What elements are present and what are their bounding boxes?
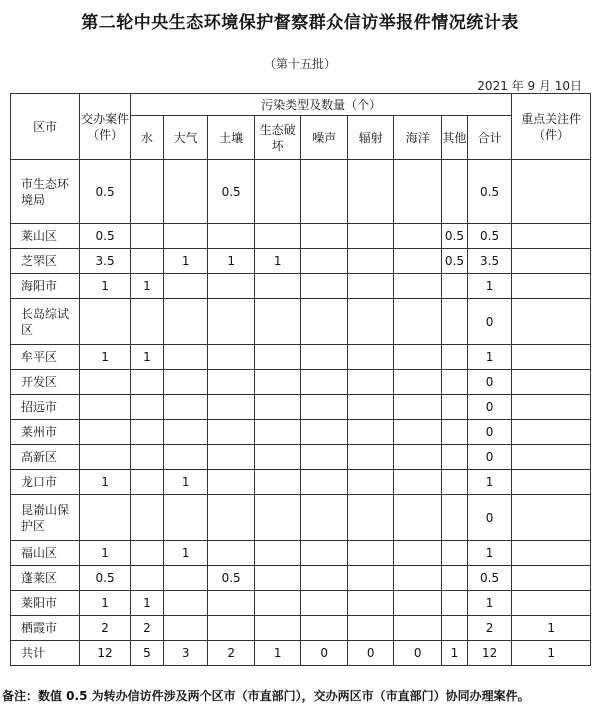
district-name: 龙口市 [11, 470, 80, 495]
district-name: 招远市 [11, 395, 80, 420]
table-cell: 1 [467, 345, 512, 370]
table-cell: 1 [467, 591, 512, 616]
table-cell [301, 345, 348, 370]
table-cell [254, 495, 301, 541]
table-cell [442, 395, 468, 420]
table-cell [347, 160, 394, 224]
table-cell: 1 [467, 541, 512, 566]
district-name: 芝罘区 [11, 249, 80, 274]
table-row [11, 591, 591, 616]
table-row [11, 616, 591, 641]
table-cell [512, 470, 591, 495]
table-cell: 3 [163, 641, 207, 666]
table-cell: 1 [130, 591, 163, 616]
table-cell: 0.5 [467, 160, 512, 224]
table-cell [130, 420, 163, 445]
table-cell [163, 345, 207, 370]
header-type-noise: 噪声 [301, 116, 348, 160]
table-cell [512, 345, 591, 370]
table-cell: 1 [163, 249, 207, 274]
table-cell [254, 345, 301, 370]
district-name: 长岛综试区 [11, 299, 80, 345]
table-cell [208, 445, 255, 470]
header-assigned-cases: 交办案件（件） [80, 94, 131, 160]
table-cell: 12 [467, 641, 512, 666]
table-cell [442, 274, 468, 299]
table-cell [347, 566, 394, 591]
table-cell: 0 [301, 641, 348, 666]
table-cell [442, 299, 468, 345]
table-cell [347, 274, 394, 299]
table-cell: 0 [467, 395, 512, 420]
table-cell: 1 [80, 470, 131, 495]
district-name: 昆嵛山保护区 [11, 495, 80, 541]
table-row [11, 299, 591, 345]
table-cell: 1 [512, 641, 591, 666]
district-name: 莱阳市 [11, 591, 80, 616]
table-row [11, 495, 591, 541]
table-row [11, 224, 591, 249]
table-cell [130, 370, 163, 395]
table-cell: 1 [254, 641, 301, 666]
table-cell [163, 395, 207, 420]
table-row [11, 249, 591, 274]
district-name: 开发区 [11, 370, 80, 395]
district-name: 莱山区 [11, 224, 80, 249]
table-cell: 1 [467, 274, 512, 299]
table-cell [163, 566, 207, 591]
table-cell [394, 395, 442, 420]
table-cell [254, 395, 301, 420]
table-cell [512, 299, 591, 345]
table-cell [130, 495, 163, 541]
table-cell: 0 [467, 495, 512, 541]
table-cell [442, 345, 468, 370]
table-cell: 0.5 [80, 566, 131, 591]
table-cell [130, 249, 163, 274]
table-cell: 1 [80, 591, 131, 616]
table-row [11, 420, 591, 445]
table-cell [301, 370, 348, 395]
table-cell: 0 [467, 445, 512, 470]
table-cell [163, 616, 207, 641]
table-cell [442, 616, 468, 641]
table-cell [442, 470, 468, 495]
table-cell [208, 420, 255, 445]
district-name: 市生态环境局 [11, 160, 80, 224]
report-date: 2021 年 9 月 10日 [477, 79, 582, 93]
table-cell [130, 541, 163, 566]
table-cell [512, 274, 591, 299]
table-cell [254, 370, 301, 395]
table-cell: 1 [80, 541, 131, 566]
table-cell [394, 345, 442, 370]
table-cell: 0 [467, 370, 512, 395]
header-pollution-types: 污染类型及数量（个） [130, 94, 511, 116]
header-type-radiation: 辐射 [347, 116, 394, 160]
district-name: 蓬莱区 [11, 566, 80, 591]
table-cell [512, 160, 591, 224]
header-type-other: 其他 [442, 116, 468, 160]
table-cell [254, 224, 301, 249]
table-cell [254, 160, 301, 224]
table-cell [347, 395, 394, 420]
table-cell [208, 395, 255, 420]
table-cell [301, 274, 348, 299]
table-cell [301, 395, 348, 420]
batch-label: （第十五批） [263, 57, 336, 71]
table-cell [301, 495, 348, 541]
table-cell [442, 370, 468, 395]
table-cell [394, 274, 442, 299]
table-cell [394, 616, 442, 641]
table-cell [301, 420, 348, 445]
table-cell [394, 591, 442, 616]
table-cell [347, 495, 394, 541]
table-cell [254, 299, 301, 345]
table-cell [301, 616, 348, 641]
table-cell [512, 420, 591, 445]
header-key-concern: 重点关注件（件） [512, 94, 591, 160]
table-cell [442, 420, 468, 445]
table-cell: 1 [163, 541, 207, 566]
table-cell [512, 395, 591, 420]
district-name: 高新区 [11, 445, 80, 470]
table-cell [208, 616, 255, 641]
district-name: 莱州市 [11, 420, 80, 445]
table-cell: 0.5 [208, 566, 255, 591]
table-cell [254, 566, 301, 591]
table-cell [130, 445, 163, 470]
table-row [11, 445, 591, 470]
table-cell [394, 224, 442, 249]
table-cell [347, 345, 394, 370]
table-row [11, 160, 591, 224]
table-cell [301, 591, 348, 616]
header-type-soil: 土壤 [208, 116, 255, 160]
table-cell [442, 541, 468, 566]
table-row [11, 345, 591, 370]
table-cell: 1 [254, 249, 301, 274]
table-cell [512, 541, 591, 566]
table-cell [163, 495, 207, 541]
table-cell: 0.5 [467, 224, 512, 249]
table-cell: 0.5 [80, 224, 131, 249]
table-cell [512, 495, 591, 541]
table-cell [163, 299, 207, 345]
header-type-ocean: 海洋 [394, 116, 442, 160]
table-cell [254, 445, 301, 470]
table-cell [130, 299, 163, 345]
table-cell [347, 299, 394, 345]
table-cell [208, 541, 255, 566]
table-cell [130, 566, 163, 591]
table-cell: 2 [208, 641, 255, 666]
table-cell [163, 420, 207, 445]
table-cell [254, 541, 301, 566]
table-cell [130, 470, 163, 495]
table-cell [301, 224, 348, 249]
table-cell: 0 [394, 641, 442, 666]
table-cell [301, 566, 348, 591]
table-cell [394, 249, 442, 274]
table-cell [347, 420, 394, 445]
district-name: 牟平区 [11, 345, 80, 370]
table-row [11, 274, 591, 299]
table-row [11, 395, 591, 420]
table-cell [347, 591, 394, 616]
table-cell: 1 [512, 616, 591, 641]
table-cell: 0 [467, 299, 512, 345]
header-type-ecology: 生态破坏 [254, 116, 301, 160]
table-cell [80, 395, 131, 420]
table-cell [208, 495, 255, 541]
table-cell [80, 420, 131, 445]
table-cell [208, 345, 255, 370]
header-district: 区市 [11, 94, 80, 160]
header-type-total: 合计 [467, 116, 512, 160]
table-cell [208, 274, 255, 299]
district-name: 栖霞市 [11, 616, 80, 641]
statistics-table [10, 93, 591, 666]
table-cell [394, 160, 442, 224]
table-cell [254, 420, 301, 445]
table-cell [130, 395, 163, 420]
table-cell [394, 541, 442, 566]
table-cell: 1 [80, 345, 131, 370]
table-cell: 1 [80, 274, 131, 299]
table-cell: 0 [467, 420, 512, 445]
table-cell [512, 445, 591, 470]
table-cell: 1 [208, 249, 255, 274]
table-cell [254, 274, 301, 299]
table-cell [512, 566, 591, 591]
table-cell: 0.5 [467, 566, 512, 591]
table-cell [163, 591, 207, 616]
table-row [11, 541, 591, 566]
table-cell [208, 224, 255, 249]
table-cell [512, 249, 591, 274]
table-cell: 1 [163, 470, 207, 495]
table-cell [442, 566, 468, 591]
table-cell [254, 591, 301, 616]
table-cell [130, 160, 163, 224]
table-cell [512, 370, 591, 395]
table-cell [347, 470, 394, 495]
table-cell [254, 470, 301, 495]
footnote: 备注：数值 0.5 为转办信访件涉及两个区市（市直部门），交办两区市（市直部门）协同办理案件。 [2, 689, 530, 703]
table-cell [512, 591, 591, 616]
table-cell: 0 [347, 641, 394, 666]
table-cell [347, 249, 394, 274]
table-cell: 5 [130, 641, 163, 666]
table-cell: 0.5 [442, 249, 468, 274]
table-cell: 2 [130, 616, 163, 641]
table-cell: 0.5 [208, 160, 255, 224]
table-cell [394, 420, 442, 445]
table-cell [163, 160, 207, 224]
table-cell [394, 445, 442, 470]
district-name: 海阳市 [11, 274, 80, 299]
table-cell [442, 160, 468, 224]
table-cell [301, 445, 348, 470]
table-cell [301, 470, 348, 495]
table-cell [347, 224, 394, 249]
table-cell [394, 566, 442, 591]
table-cell [208, 591, 255, 616]
table-cell [394, 299, 442, 345]
header-type-air: 大气 [163, 116, 207, 160]
table-cell [301, 160, 348, 224]
table-cell: 1 [130, 345, 163, 370]
table-cell [347, 541, 394, 566]
table-cell [442, 495, 468, 541]
table-cell [80, 495, 131, 541]
table-cell: 2 [467, 616, 512, 641]
district-name: 共计 [11, 641, 80, 666]
table-cell [208, 370, 255, 395]
table-cell [163, 274, 207, 299]
table-cell [301, 249, 348, 274]
table-cell [394, 470, 442, 495]
table-cell [130, 224, 163, 249]
table-row [11, 566, 591, 591]
table-cell [301, 541, 348, 566]
table-cell [80, 299, 131, 345]
table-cell: 3.5 [467, 249, 512, 274]
table-cell: 2 [80, 616, 131, 641]
table-cell [80, 445, 131, 470]
table-cell [442, 445, 468, 470]
table-cell [347, 445, 394, 470]
page-title: 第二轮中央生态环境保护督察群众信访举报件情况统计表 [81, 13, 519, 33]
table-cell: 0.5 [80, 160, 131, 224]
table-cell [347, 370, 394, 395]
table-cell [254, 616, 301, 641]
table-cell [301, 299, 348, 345]
table-cell: 12 [80, 641, 131, 666]
table-cell [163, 224, 207, 249]
table-row [11, 470, 591, 495]
table-cell [512, 224, 591, 249]
table-body [11, 160, 591, 666]
table-cell [442, 591, 468, 616]
table-cell [163, 445, 207, 470]
table-cell [394, 495, 442, 541]
district-name: 福山区 [11, 541, 80, 566]
table-cell: 0.5 [442, 224, 468, 249]
table-cell: 3.5 [80, 249, 131, 274]
table-cell: 1 [130, 274, 163, 299]
table-cell: 1 [467, 470, 512, 495]
table-cell [347, 616, 394, 641]
table-cell [80, 370, 131, 395]
total-row [11, 641, 591, 666]
table-cell [208, 299, 255, 345]
table-row [11, 370, 591, 395]
header-type-water: 水 [130, 116, 163, 160]
table-cell [394, 370, 442, 395]
table-cell [163, 370, 207, 395]
table-cell: 1 [442, 641, 468, 666]
table-cell [208, 470, 255, 495]
